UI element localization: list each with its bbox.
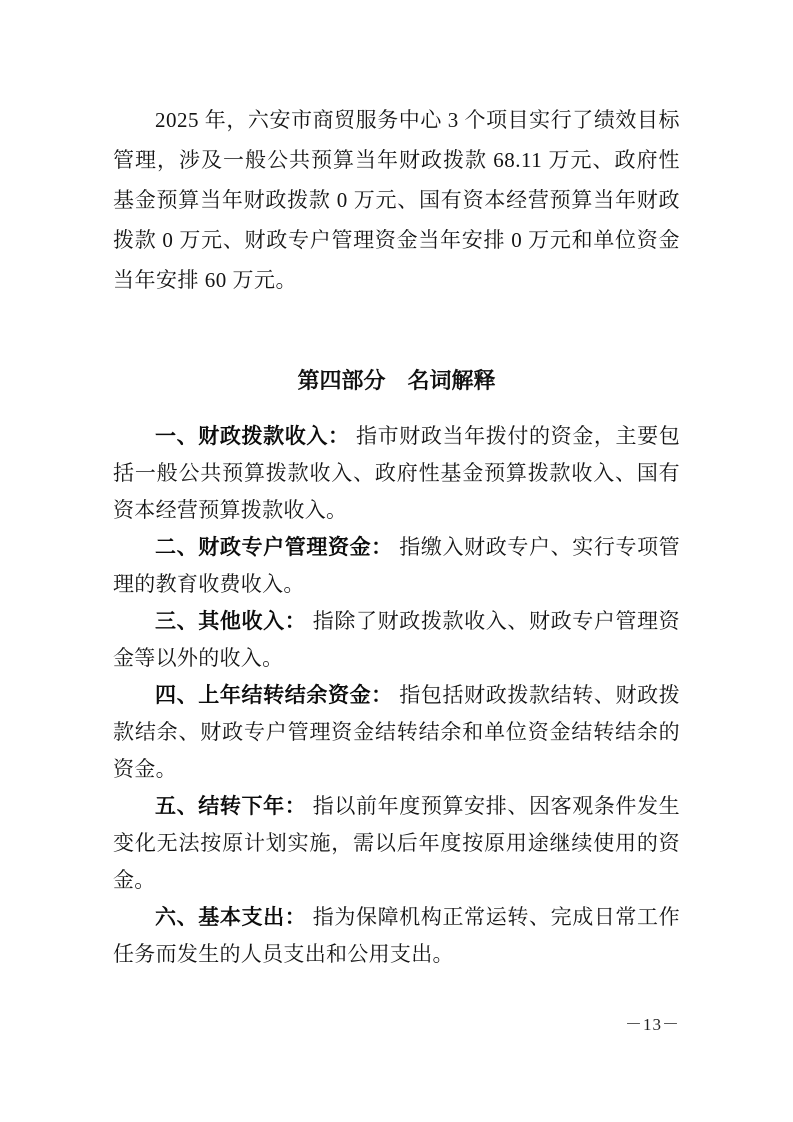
- definition-item: [113, 788, 680, 899]
- definition-text: 指市财政当年拨付的资金，主要包括一般公共预算拨款收入、政府性基金预算拨款收入、国有资本经营预算拨款收入。: [113, 424, 681, 522]
- definition-term: 一、财政拨款收入：: [155, 425, 350, 448]
- definition-item: [113, 529, 680, 603]
- definition-item: [113, 899, 680, 973]
- page-number: －13－: [625, 1015, 680, 1034]
- section-title: 第四部分 名词解释: [297, 368, 496, 393]
- definition-text: 指以前年度预算安排、因客观条件发生变化无法按原计划实施，需以后年度按原用途继续使用的资金。: [113, 794, 680, 892]
- definition-term: 四、上年结转结余资金：: [155, 684, 393, 707]
- definition-text: 指包括财政拨款结转、财政拨款结余、财政专户管理资金结转结余和单位资金结转结余的资金。: [113, 683, 680, 781]
- definition-term: 三、其他收入：: [155, 610, 307, 633]
- definition-text: 指为保障机构正常运转、完成日常工作任务而发生的人员支出和公用支出。: [113, 905, 680, 966]
- definition-term: 六、基本支出：: [155, 906, 307, 929]
- definition-term: 五、结转下年：: [155, 795, 307, 818]
- intro-paragraph: 2025 年，六安市商贸服务中心 3 个项目实行了绩效目标管理，涉及一般公共预算当年财政拨款 68.11 万元、政府性基金预算当年财政拨款 0 万元、国有资本经营预算当年财政拨款 0 万元、财政专户管理资金当年安排 0 万元和单位资金当年安排 60 万元。: [113, 108, 680, 292]
- definitions-list: [113, 418, 680, 973]
- definition-term: 二、财政专户管理资金：: [155, 536, 393, 559]
- definition-text: 指除了财政拨款收入、财政专户管理资金等以外的收入。: [113, 609, 680, 670]
- definition-item: [113, 603, 680, 677]
- definition-text: 指缴入财政专户、实行专项管理的教育收费收入。: [113, 535, 680, 596]
- document-page: [113, 0, 680, 1122]
- definition-item: [113, 418, 680, 529]
- definition-item: [113, 677, 680, 788]
